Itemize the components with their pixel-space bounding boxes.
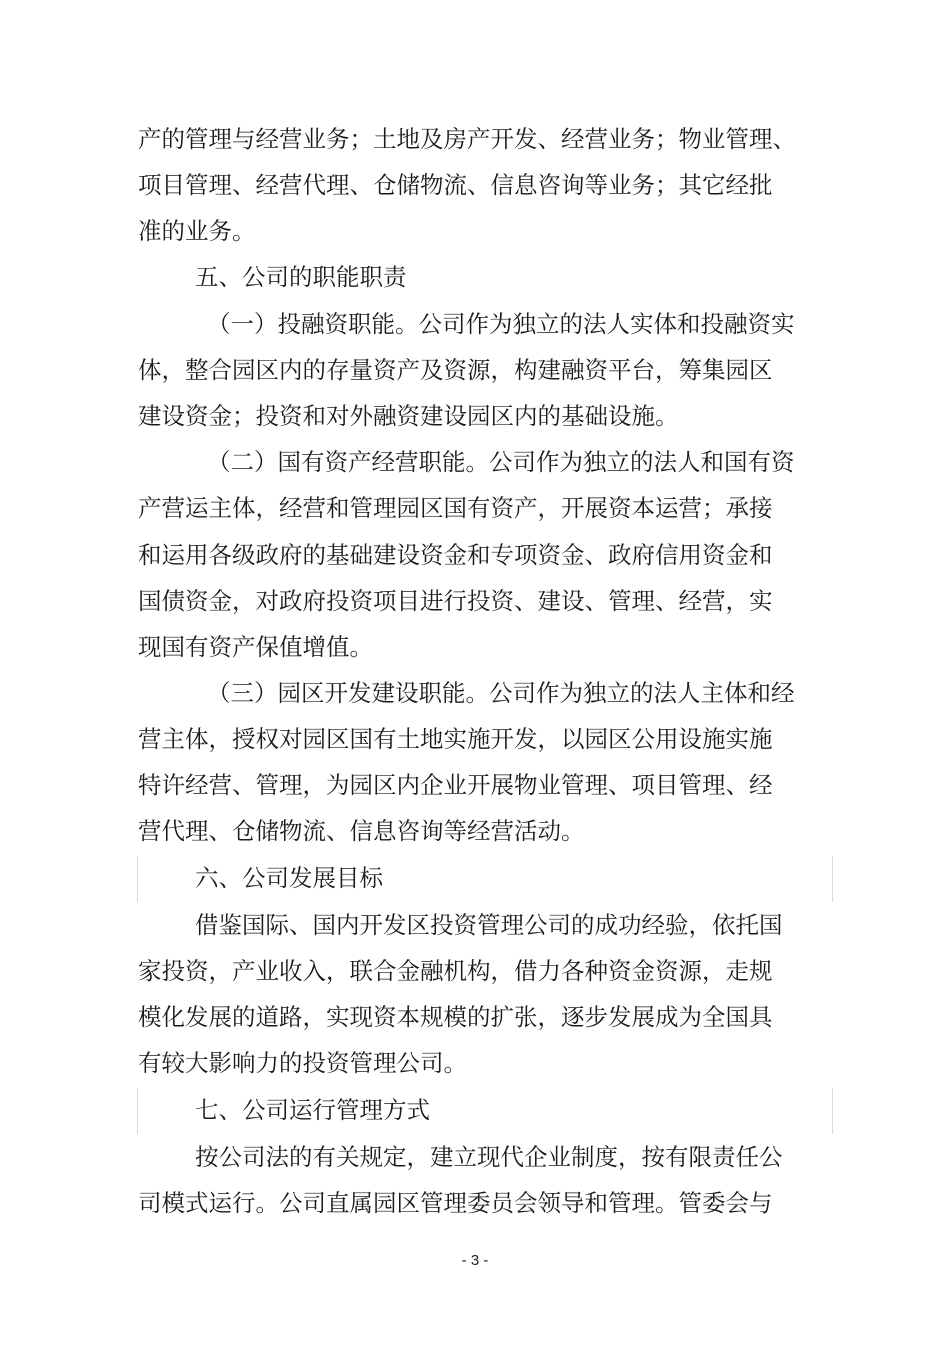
margin-mark <box>137 1088 138 1134</box>
text-line: 建设资金；投资和对外融资建设园区内的基础设施。 <box>138 402 679 430</box>
text-line: 借鉴国际、国内开发区投资管理公司的成功经验，依托国 <box>195 911 783 939</box>
section-heading-6: 六、公司发展目标 <box>195 864 383 892</box>
text-line: 准的业务。 <box>138 217 256 245</box>
text-line: 现国有资产保值增值。 <box>138 633 373 661</box>
text-line: 项目管理、经营代理、仓储物流、信息咨询等业务；其它经批 <box>138 171 773 199</box>
text-line: 国债资金，对政府投资项目进行投资、建设、管理、经营，实 <box>138 587 773 615</box>
margin-mark <box>137 856 138 902</box>
margin-mark <box>832 1088 833 1134</box>
section-heading-5: 五、公司的职能职责 <box>195 263 407 291</box>
text-line: （二）国有资产经营职能。公司作为独立的法人和国有资 <box>207 448 795 476</box>
text-line: 产营运主体，经营和管理园区国有资产，开展资本运营；承接 <box>138 494 773 522</box>
text-line: 按公司法的有关规定，建立现代企业制度，按有限责任公 <box>195 1143 783 1171</box>
text-line: 特许经营、管理，为园区内企业开展物业管理、项目管理、经 <box>138 771 773 799</box>
text-line: 模化发展的道路，实现资本规模的扩张，逐步发展成为全国具 <box>138 1003 773 1031</box>
text-line: 产的管理与经营业务；土地及房产开发、经营业务；物业管理、 <box>138 125 796 153</box>
section-heading-7: 七、公司运行管理方式 <box>195 1096 430 1124</box>
text-line: 有较大影响力的投资管理公司。 <box>138 1049 467 1077</box>
page-number: - 3 - <box>461 1252 489 1269</box>
margin-mark <box>832 856 833 902</box>
text-line: （一）投融资职能。公司作为独立的法人实体和投融资实 <box>207 310 795 338</box>
text-line: 司模式运行。公司直属园区管理委员会领导和管理。管委会与 <box>138 1189 773 1217</box>
text-line: 体，整合园区内的存量资产及资源，构建融资平台，筹集园区 <box>138 356 773 384</box>
text-line: 家投资，产业收入，联合金融机构，借力各种资金资源，走规 <box>138 957 773 985</box>
text-line: 和运用各级政府的基础建设资金和专项资金、政府信用资金和 <box>138 541 773 569</box>
text-line: （三）园区开发建设职能。公司作为独立的法人主体和经 <box>207 679 795 707</box>
text-line: 营主体，授权对园区国有土地实施开发，以园区公用设施实施 <box>138 725 773 753</box>
text-line: 营代理、仓储物流、信息咨询等经营活动。 <box>138 817 585 845</box>
